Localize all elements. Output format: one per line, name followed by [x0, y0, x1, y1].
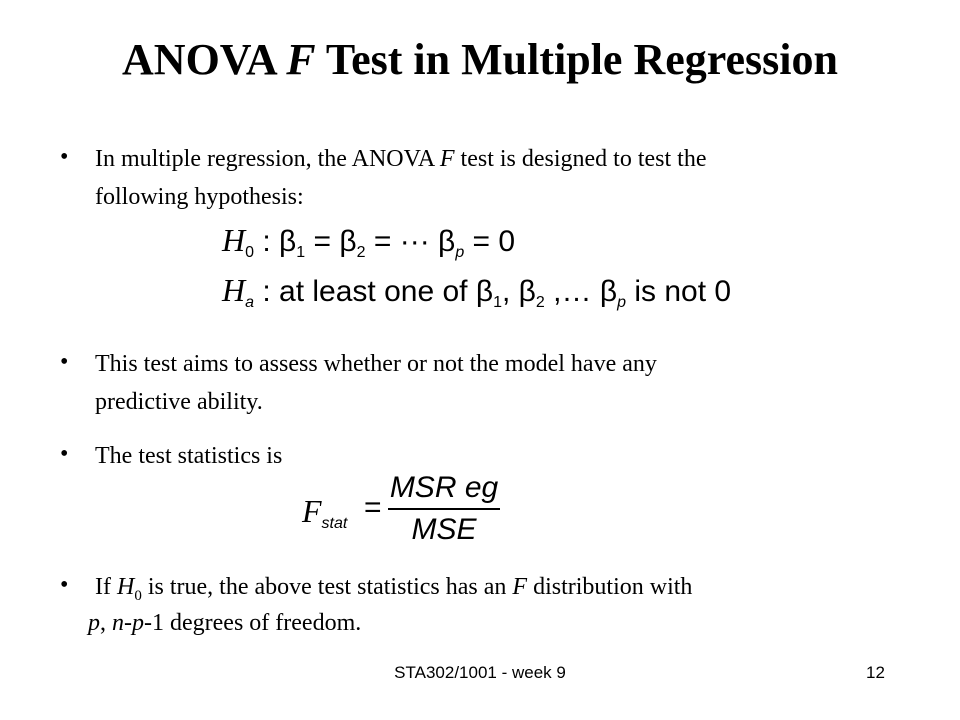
bullet-4-line-2: p, n-p-1 degrees of freedom. [88, 610, 362, 636]
bullet-4-line-1: If $H_0$ is true, the above test statistics has an F distribution with [95, 574, 693, 604]
fraction-numerator: MSR eg [389, 471, 499, 504]
bullet-dot-4: • [60, 572, 69, 598]
bullet-3-text: The test statistics is [95, 443, 283, 469]
page-number: 12 [866, 663, 885, 682]
title-text: ANOVA [122, 35, 287, 84]
bullet-2-text: This test aims to assess whether or not the model have any predictive ability. [95, 351, 657, 415]
f-statistic-fraction [388, 470, 500, 548]
slide-title [0, 34, 960, 85]
title-text-rest: Test in Multiple Regression [315, 35, 838, 84]
bullet-1-text: In multiple regression, the ANOVA F test is designed to test the following hypothesis: [95, 146, 707, 210]
null-hypothesis-equation: $H_0$ : $\beta_1 = \beta_2$ = ··· $\beta_p = 0$ [222, 222, 516, 261]
fraction-bar [388, 508, 500, 510]
title-italic-f: F [286, 35, 316, 84]
f-statistic-lhs: $F_{stat}$ [302, 493, 348, 532]
bullet-dot-2: • [60, 349, 69, 375]
alternative-hypothesis-equation: $H_a$ : at least one of $\beta_1$, $\beta_2$ ,… $\beta_p$ is not 0 [222, 272, 732, 311]
equals-sign: = [364, 491, 382, 524]
footer-course-label: STA302/1001 - week 9 [394, 663, 566, 682]
bullet-dot-1: • [60, 144, 69, 170]
fraction-denominator: MSE [411, 513, 477, 546]
bullet-dot-3: • [60, 441, 69, 467]
